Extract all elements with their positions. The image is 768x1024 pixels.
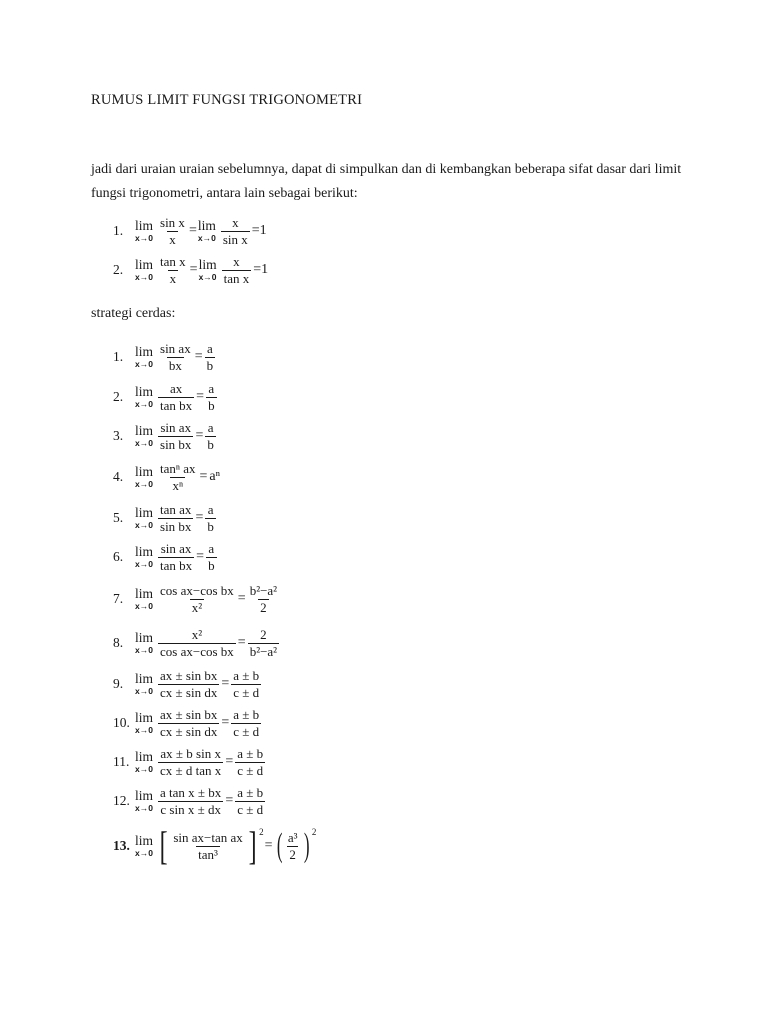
equals-sign: = bbox=[264, 838, 273, 853]
limit-operator bbox=[135, 834, 153, 858]
equals-sign: = bbox=[188, 223, 197, 238]
fraction bbox=[222, 254, 252, 287]
formula-item bbox=[113, 743, 266, 781]
fraction bbox=[158, 746, 223, 779]
lim-word: lim bbox=[135, 749, 154, 764]
denominator: x² bbox=[191, 599, 203, 615]
lim-subscript: x→0 bbox=[135, 803, 153, 813]
fraction bbox=[158, 541, 194, 574]
fraction bbox=[158, 785, 223, 818]
equals-sign: = bbox=[237, 591, 246, 606]
lim-word: lim bbox=[135, 464, 154, 479]
denominator: b bbox=[207, 436, 214, 452]
denominator: cx ± sin dx bbox=[160, 723, 218, 739]
numerator: a bbox=[206, 340, 213, 356]
formula-number: 3. bbox=[113, 428, 124, 443]
lim-subscript: x→0 bbox=[135, 764, 153, 774]
numerator: sin ax bbox=[160, 540, 192, 556]
numerator: sin ax−tan ax bbox=[173, 829, 243, 845]
equals-sign: = bbox=[199, 469, 208, 484]
denominator: tan bx bbox=[160, 397, 193, 413]
section-label: strategi cerdas: bbox=[91, 306, 176, 321]
fraction bbox=[158, 215, 187, 248]
formula-number: 11. bbox=[113, 754, 130, 769]
lim-subscript: x→0 bbox=[135, 559, 153, 569]
lim-subscript: x→0 bbox=[135, 272, 153, 282]
lim-subscript: x→0 bbox=[135, 438, 153, 448]
result-value: =1 bbox=[253, 262, 269, 277]
denominator: tan³ bbox=[198, 846, 218, 862]
formula-item bbox=[113, 624, 280, 662]
lim-subscript: x→0 bbox=[135, 399, 153, 409]
lim-word: lim bbox=[197, 218, 216, 233]
formula-item bbox=[113, 538, 218, 576]
formula-item bbox=[113, 665, 262, 703]
lim-word: lim bbox=[135, 544, 154, 559]
fraction bbox=[171, 830, 244, 863]
result-fraction bbox=[248, 583, 279, 616]
equals-sign: = bbox=[221, 676, 230, 691]
numerator: x² bbox=[191, 626, 203, 642]
denominator: c ± d bbox=[237, 801, 264, 817]
lim-word: lim bbox=[135, 257, 154, 272]
denominator: c ± d bbox=[233, 684, 260, 700]
page-title: RUMUS LIMIT FUNGSI TRIGONOMETRI bbox=[91, 92, 363, 108]
numerator: a bbox=[208, 380, 215, 396]
denominator: sin bx bbox=[160, 518, 192, 534]
equals-sign: = bbox=[189, 262, 198, 277]
fraction bbox=[158, 341, 193, 374]
lim-word: lim bbox=[135, 586, 154, 601]
lim-word: lim bbox=[135, 505, 154, 520]
result-fraction bbox=[235, 785, 265, 818]
equals-sign: = bbox=[237, 635, 246, 650]
lim-subscript: x→0 bbox=[135, 601, 153, 611]
limit-operator bbox=[135, 345, 153, 369]
lim-word: lim bbox=[135, 788, 154, 803]
result-fraction bbox=[205, 502, 216, 535]
formula-number: 5. bbox=[113, 510, 124, 525]
fraction bbox=[158, 420, 193, 453]
limit-operator bbox=[135, 385, 153, 409]
lim-subscript: x→0 bbox=[135, 359, 153, 369]
lim-word: lim bbox=[135, 671, 154, 686]
left-paren: ( bbox=[276, 827, 283, 864]
formula-number: 2. bbox=[113, 262, 124, 277]
denominator: c ± d bbox=[233, 723, 260, 739]
equals-sign: = bbox=[225, 793, 234, 808]
numerator: a bbox=[207, 501, 214, 517]
formula-number: 12. bbox=[113, 793, 130, 808]
denominator: 2 bbox=[260, 599, 267, 615]
formula-item bbox=[113, 251, 269, 289]
denominator: bx bbox=[168, 357, 182, 373]
equals-sign: = bbox=[194, 349, 203, 364]
denominator: c sin x ± dx bbox=[160, 801, 221, 817]
result-fraction bbox=[205, 420, 216, 453]
result-fraction bbox=[231, 668, 261, 701]
numerator: tan ax bbox=[160, 501, 192, 517]
numerator: b²−a² bbox=[249, 582, 278, 598]
lim-word: lim bbox=[135, 833, 154, 848]
denominator: tan x bbox=[223, 270, 250, 286]
numerator: ax bbox=[169, 380, 183, 396]
numerator: 2 bbox=[260, 626, 267, 642]
denominator: tan bx bbox=[160, 557, 193, 573]
numerator: a ± b bbox=[233, 667, 260, 683]
limit-operator bbox=[135, 672, 153, 696]
denominator: cx ± sin dx bbox=[160, 684, 218, 700]
lim-word: lim bbox=[198, 257, 217, 272]
lim-word: lim bbox=[135, 630, 154, 645]
denominator: b²−a² bbox=[249, 643, 278, 659]
intro-paragraph: jadi dari uraian uraian sebelumnya, dapat di simpulkan dan di kembangkan beberapa sifat dasar dari limit fungsi trigonometri, antara lain sebagai berikut: bbox=[91, 162, 682, 201]
limit-operator bbox=[135, 545, 153, 569]
equals-sign: = bbox=[221, 715, 230, 730]
numerator: a ± b bbox=[237, 745, 264, 761]
formula-item bbox=[113, 580, 280, 618]
formula-item bbox=[113, 338, 216, 376]
limit-operator bbox=[135, 631, 153, 655]
numerator: sin x bbox=[160, 214, 185, 230]
lim-subscript: x→0 bbox=[198, 272, 217, 282]
lim-word: lim bbox=[135, 344, 154, 359]
formula-number: 1. bbox=[113, 223, 124, 238]
limit-operator bbox=[135, 258, 153, 282]
right-paren: ) bbox=[303, 827, 310, 864]
numerator: sin ax bbox=[160, 419, 192, 435]
numerator: ax ± sin bx bbox=[160, 667, 218, 683]
limit-operator bbox=[135, 711, 153, 735]
lim-subscript: x→0 bbox=[135, 725, 153, 735]
left-bracket: [ bbox=[159, 823, 168, 868]
limit-operator bbox=[199, 258, 217, 282]
denominator: xⁿ bbox=[172, 477, 184, 493]
denominator: sin x bbox=[222, 231, 248, 247]
formula-number: 9. bbox=[113, 676, 124, 691]
denominator: c ± d bbox=[237, 762, 264, 778]
numerator: a bbox=[208, 540, 215, 556]
result-numerator: a³ bbox=[287, 829, 298, 845]
result-fraction bbox=[231, 707, 261, 740]
lim-word: lim bbox=[135, 384, 154, 399]
limit-operator bbox=[198, 219, 216, 243]
result-denominator: 2 bbox=[289, 846, 296, 862]
exponent: 2 bbox=[259, 827, 264, 837]
numerator: cos ax−cos bx bbox=[160, 582, 234, 598]
equals-sign: = bbox=[196, 389, 205, 404]
denominator: x bbox=[169, 231, 176, 247]
fraction bbox=[158, 583, 236, 616]
formula-item bbox=[113, 499, 217, 537]
numerator: x bbox=[232, 214, 239, 230]
result-fraction bbox=[248, 627, 279, 660]
denominator: b bbox=[207, 518, 214, 534]
result-fraction bbox=[206, 381, 217, 414]
fraction bbox=[221, 215, 250, 248]
formula-number: 10. bbox=[113, 715, 130, 730]
limit-operator bbox=[135, 465, 153, 489]
denominator: sin bx bbox=[160, 436, 192, 452]
formula-item bbox=[113, 417, 217, 455]
limit-operator bbox=[135, 506, 153, 530]
formula-number: 13. bbox=[113, 838, 130, 853]
right-bracket: ] bbox=[248, 823, 257, 868]
numerator: ax ± sin bx bbox=[160, 706, 218, 722]
fraction bbox=[158, 461, 198, 494]
formula-item bbox=[113, 458, 221, 496]
lim-subscript: x→0 bbox=[135, 520, 153, 530]
formula-number: 1. bbox=[113, 349, 124, 364]
result-fraction bbox=[205, 341, 216, 374]
fraction bbox=[158, 381, 194, 414]
fraction bbox=[158, 627, 236, 660]
numerator: a ± b bbox=[233, 706, 260, 722]
lim-word: lim bbox=[135, 423, 154, 438]
formula-item-13 bbox=[113, 823, 317, 868]
denominator: x bbox=[169, 270, 177, 286]
formula-number: 7. bbox=[113, 591, 124, 606]
numerator: a ± b bbox=[237, 784, 264, 800]
numerator: tanⁿ ax bbox=[160, 460, 196, 476]
numerator: tan x bbox=[160, 253, 186, 269]
formula-number: 2. bbox=[113, 389, 124, 404]
fraction bbox=[158, 254, 188, 287]
numerator: x bbox=[233, 253, 240, 269]
denominator: b bbox=[208, 557, 215, 573]
denominator: cos ax−cos bx bbox=[160, 643, 234, 659]
numerator: a tan x ± bx bbox=[160, 784, 222, 800]
equals-sign: = bbox=[195, 510, 204, 525]
limit-operator bbox=[135, 219, 153, 243]
equals-sign: = bbox=[195, 428, 204, 443]
numerator: a bbox=[207, 419, 214, 435]
result-value: =1 bbox=[251, 223, 267, 238]
formula-number: 8. bbox=[113, 635, 124, 650]
lim-subscript: x→0 bbox=[135, 233, 153, 243]
formula-item bbox=[113, 704, 262, 742]
denominator: b bbox=[206, 357, 214, 373]
lim-subscript: x→0 bbox=[135, 479, 153, 489]
lim-word: lim bbox=[135, 710, 154, 725]
limit-operator bbox=[135, 750, 153, 774]
equals-sign: = bbox=[196, 549, 205, 564]
formula-item bbox=[113, 212, 268, 250]
result-fraction bbox=[235, 746, 265, 779]
result-fraction bbox=[286, 830, 300, 863]
result-exponent: 2 bbox=[311, 827, 317, 837]
numerator: sin ax bbox=[160, 340, 191, 356]
lim-subscript: x→0 bbox=[197, 233, 216, 243]
fraction bbox=[158, 668, 219, 701]
result-fraction bbox=[206, 541, 217, 574]
lim-subscript: x→0 bbox=[135, 848, 153, 858]
denominator: cx ± d tan x bbox=[160, 762, 222, 778]
equals-sign: = bbox=[225, 754, 234, 769]
limit-operator bbox=[135, 789, 153, 813]
formula-number: 6. bbox=[113, 549, 124, 564]
lim-subscript: x→0 bbox=[135, 645, 153, 655]
formula-number: 4. bbox=[113, 469, 124, 484]
lim-word: lim bbox=[135, 218, 154, 233]
numerator: ax ± b sin x bbox=[160, 745, 221, 761]
formula-item bbox=[113, 782, 266, 820]
fraction bbox=[158, 707, 219, 740]
denominator: b bbox=[208, 397, 215, 413]
limit-operator bbox=[135, 587, 153, 611]
formula-item bbox=[113, 378, 218, 416]
limit-operator bbox=[135, 424, 153, 448]
fraction bbox=[158, 502, 193, 535]
result-value: aⁿ bbox=[209, 469, 221, 484]
lim-subscript: x→0 bbox=[135, 686, 153, 696]
